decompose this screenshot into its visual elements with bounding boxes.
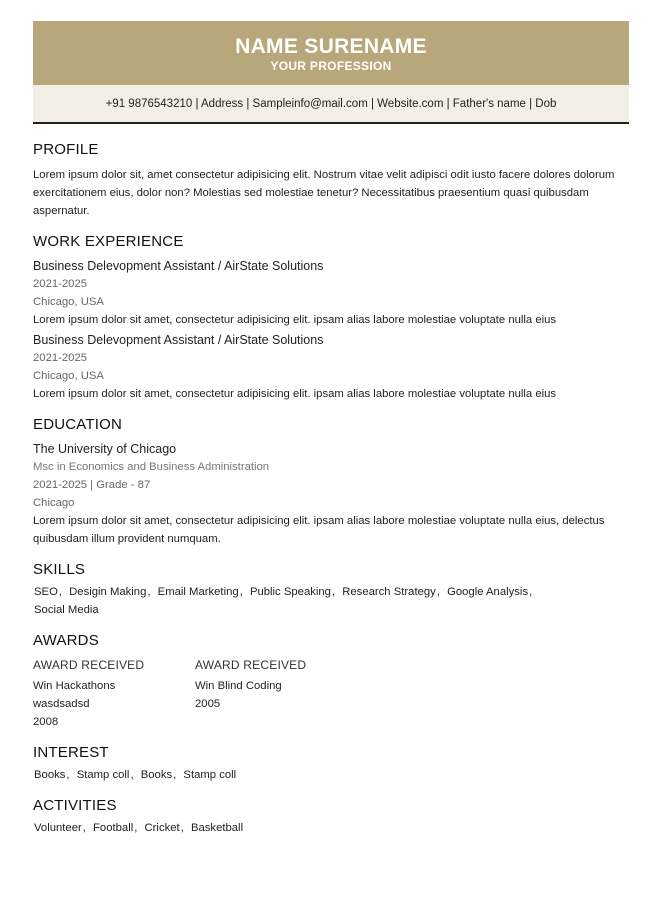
awards-list [33, 656, 629, 731]
job-entry [33, 257, 629, 329]
school-name: The University of Chicago [33, 442, 177, 456]
job-location: Chicago, USA [33, 370, 104, 382]
skill-tag: Desigin Making [69, 586, 147, 598]
skills-list: SEO, Desigin Making, Email Marketing, Public Speaking, Research Strategy, Google Analysis, Social Media [34, 586, 533, 616]
skill-tag: Research Strategy [342, 586, 436, 598]
profile-text: Lorem ipsum dolor sit, amet consectetur adipisicing elit. Nostrum vitae velit adipisci odit iusto facere dolores dolorum exercitationem eius, dolor non? Molestias sed molestiae tenetur? Necessitatibus praesentium quasi quibusdam aspernatur. [33, 169, 615, 217]
work-heading: WORK EXPERIENCE [33, 233, 184, 250]
contact-bar: +91 9876543210 | Address | Sampleinfo@mail.com | Website.com | Father's name | Dob [33, 85, 629, 124]
award-card [33, 656, 195, 731]
interest-tag: Stamp coll [183, 769, 237, 781]
skill-tag: Social Media [34, 604, 99, 616]
award-label: AWARD RECEIVED [195, 658, 307, 672]
education-description: Lorem ipsum dolor sit amet, consectetur adipisicing elit. ipsam alias labore molestiae voluptate nulla eius, delectus quibusdam illum provident numquam. [33, 515, 605, 545]
education-location: Chicago [33, 497, 75, 509]
activity-tag: Volunteer [34, 822, 82, 834]
activity-tag: Cricket [144, 822, 180, 834]
skill-tag: SEO [34, 586, 58, 598]
job-title: Business Delevopment Assistant / AirState Solutions [33, 259, 324, 273]
skill-tag: Public Speaking [249, 586, 331, 598]
skill-tag: Google Analysis [447, 586, 529, 598]
award-year: 2005 [195, 698, 221, 710]
education-section [33, 416, 629, 548]
skill-tag: Email Marketing [157, 586, 239, 598]
award-detail: wasdsadsd [33, 698, 90, 710]
job-description: Lorem ipsum dolor sit amet, consectetur adipisicing elit. ipsam alias labore molestiae voluptate nulla eius [33, 388, 557, 400]
job-entry [33, 331, 629, 403]
award-name: Win Blind Coding [195, 680, 282, 692]
education-heading: EDUCATION [33, 416, 123, 433]
activities-list: Volunteer, Football, Cricket, Basketball [34, 822, 244, 834]
header-banner [33, 21, 629, 85]
candidate-profession: YOUR PROFESSION [270, 59, 392, 73]
activity-tag: Basketball [190, 822, 244, 834]
profile-section [33, 141, 629, 220]
award-name: Win Hackathons [33, 680, 116, 692]
work-section [33, 233, 629, 403]
awards-heading: AWARDS [33, 632, 99, 649]
activities-heading: ACTIVITIES [33, 797, 117, 814]
interest-section [33, 744, 629, 784]
award-card [195, 656, 357, 731]
resume-page [33, 21, 629, 837]
job-description: Lorem ipsum dolor sit amet, consectetur adipisicing elit. ipsam alias labore molestiae voluptate nulla eius [33, 314, 557, 326]
job-years: 2021-2025 [33, 352, 88, 364]
interest-tag: Books [34, 769, 66, 781]
education-entry [33, 440, 629, 548]
candidate-name: NAME SURENAME [235, 35, 427, 58]
activity-tag: Football [93, 822, 134, 834]
activities-section [33, 797, 629, 837]
skills-heading: SKILLS [33, 561, 86, 578]
interest-list: Books, Stamp coll, Books, Stamp coll [34, 769, 237, 781]
skills-section [33, 561, 629, 619]
interest-tag: Stamp coll [76, 769, 130, 781]
profile-heading: PROFILE [33, 141, 99, 158]
job-years: 2021-2025 [33, 278, 88, 290]
job-title: Business Delevopment Assistant / AirState Solutions [33, 333, 324, 347]
degree: Msc in Economics and Business Administration [33, 461, 270, 473]
education-years-grade: 2021-2025 | Grade - 87 [33, 479, 151, 491]
interest-heading: INTEREST [33, 744, 109, 761]
awards-section [33, 632, 629, 731]
interest-tag: Books [140, 769, 173, 781]
award-year: 2008 [33, 716, 59, 728]
job-location: Chicago, USA [33, 296, 104, 308]
award-label: AWARD RECEIVED [33, 658, 145, 672]
